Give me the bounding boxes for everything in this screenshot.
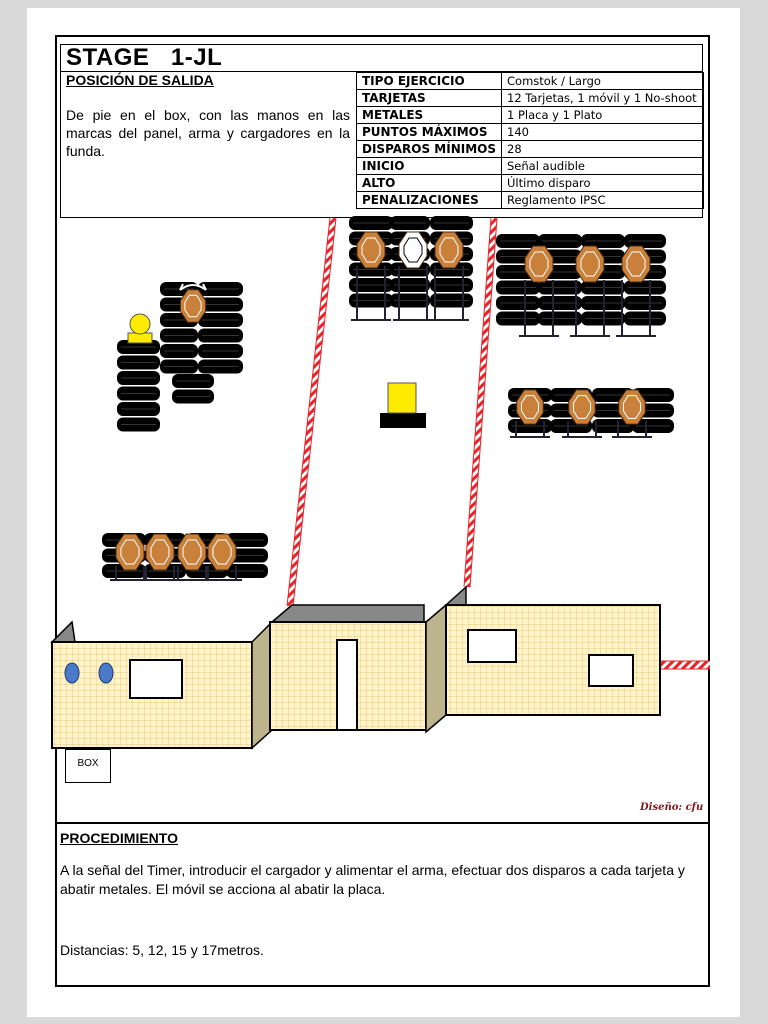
info-value: 1 Placa y 1 Plato: [502, 107, 704, 124]
info-value: Comstok / Largo: [502, 73, 704, 90]
info-key: DISPAROS MÍNIMOS: [357, 141, 502, 158]
metal-plate: [380, 383, 426, 428]
info-value: Reglamento IPSC: [502, 192, 704, 209]
hand-mark: [65, 663, 79, 683]
distances-text: Distancias: 5, 12, 15 y 17metros.: [60, 942, 264, 958]
target: [146, 534, 174, 570]
hand-mark: [99, 663, 113, 683]
target: [517, 390, 544, 424]
start-position-heading: POSICIÓN DE SALIDA: [66, 72, 214, 88]
wall-middle: [270, 605, 446, 732]
procedure-text: A la señal del Timer, introducir el cargador y alimentar el arma, efectuar dos disparos a cada tarjeta y abatir metales. El móvil se acciona al abatir la placa.: [60, 862, 685, 897]
metal-popper: [128, 314, 152, 343]
target: [576, 246, 604, 282]
procedure-heading: PROCEDIMIENTO: [60, 830, 178, 846]
info-key: METALES: [357, 107, 502, 124]
wall-right: [446, 587, 660, 715]
info-key: PUNTOS MÁXIMOS: [357, 124, 502, 141]
info-value: 140: [502, 124, 704, 141]
info-value: Último disparo: [502, 175, 704, 192]
info-key: TARJETAS: [357, 90, 502, 107]
start-box: BOX: [65, 749, 111, 783]
info-key: ALTO: [357, 175, 502, 192]
target: [357, 232, 385, 268]
start-position-text: De pie en el box, con las manos en las marcas del panel, arma y cargadores en la funda.: [66, 107, 350, 159]
target: [622, 246, 650, 282]
target: [399, 232, 427, 268]
stage-title: STAGE 1-JL: [66, 44, 223, 71]
door-opening: [337, 640, 357, 730]
info-value: Señal audible: [502, 158, 704, 175]
info-key: PENALIZACIONES: [357, 192, 502, 209]
procedure-divider: [55, 822, 710, 824]
info-value: 28: [502, 141, 704, 158]
info-value: 12 Tarjetas, 1 móvil y 1 No-shoot: [502, 90, 704, 107]
target: [178, 534, 206, 570]
wall-left: [52, 622, 272, 748]
info-key: INICIO: [357, 158, 502, 175]
design-credit: Diseño: cfu: [640, 802, 704, 813]
info-key: TIPO EJERCICIO: [357, 73, 502, 90]
target: [180, 290, 205, 322]
target: [569, 390, 596, 424]
target: [116, 534, 144, 570]
target: [208, 534, 236, 570]
target: [525, 246, 553, 282]
target: [435, 232, 463, 268]
target: [619, 390, 646, 424]
